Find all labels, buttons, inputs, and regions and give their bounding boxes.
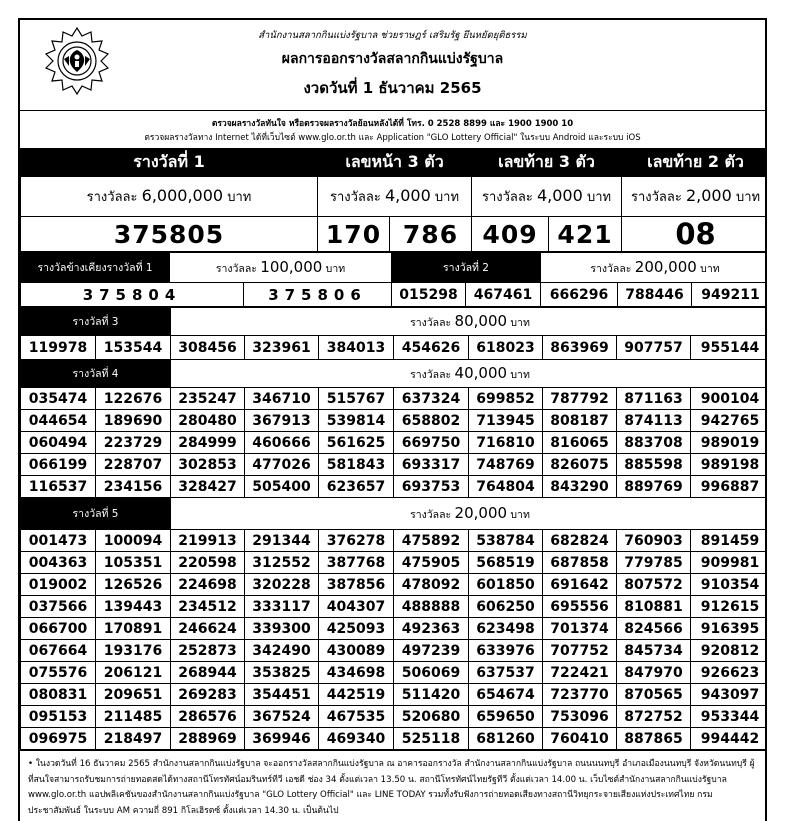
table-row (21, 596, 768, 618)
fifth-prize-number: 037566 (21, 596, 96, 618)
fifth-prize-number: 211485 (96, 706, 171, 728)
first-prize-number: 375805 (21, 217, 318, 252)
fifth-prize-number: 105351 (96, 552, 171, 574)
table-row (21, 410, 768, 432)
fourth-prize-number: 883708 (617, 432, 691, 454)
fifth-prize-number: 434698 (319, 662, 394, 684)
fifth-prize-number: 847970 (617, 662, 691, 684)
fifth-prize-number: 910354 (691, 574, 768, 596)
fourth-prize-number: 787792 (543, 388, 617, 410)
fifth-prize-number: 367524 (245, 706, 319, 728)
adjacent-amount: รางวัลละ 100,000 บาท (170, 253, 392, 283)
third-prize-number: 454626 (394, 336, 469, 360)
fourth-prize-number: 716810 (469, 432, 543, 454)
fifth-prize-number: 075576 (21, 662, 96, 684)
adjacent-number: 375804 (21, 283, 244, 307)
fifth-prize-number: 695556 (543, 596, 617, 618)
fifth-prize-number: 312552 (245, 552, 319, 574)
fifth-prize-number: 953344 (691, 706, 768, 728)
fourth-prize-number: 561625 (319, 432, 394, 454)
fourth-prize-amount: รางวัลละ 40,000 บาท (171, 360, 768, 388)
fifth-prize-number: 206121 (96, 662, 171, 684)
adjacent-number: 375806 (244, 283, 392, 307)
fourth-prize-number: 942765 (691, 410, 768, 432)
third-prize-number: 863969 (543, 336, 617, 360)
fifth-prize-number: 912615 (691, 596, 768, 618)
fifth-prize-number: 425093 (319, 618, 394, 640)
back3-label: เลขท้าย 3 ตัว (472, 149, 622, 177)
fifth-prize-number: 633976 (469, 640, 543, 662)
fourth-prize-number: 223729 (96, 432, 171, 454)
fourth-prize-number: 658802 (394, 410, 469, 432)
fourth-prize-number: 505400 (245, 476, 319, 498)
fourth-prize-number: 713945 (469, 410, 543, 432)
fifth-prize-number: 469340 (319, 728, 394, 750)
fifth-prize-amount: รางวัลละ 20,000 บาท (171, 498, 768, 530)
fifth-prize-number: 001473 (21, 530, 96, 552)
table-row (21, 640, 768, 662)
fifth-prize-number: 824566 (617, 618, 691, 640)
adjacent-label: รางวัลข้างเคียงรางวัลที่ 1 (21, 253, 170, 283)
fifth-prize-number: 252873 (171, 640, 245, 662)
fifth-prize-number: 538784 (469, 530, 543, 552)
fifth-prize-number: 492363 (394, 618, 469, 640)
page-title: ผลการออกรางวัลสลากกินแบ่งรัฐบาล (281, 51, 504, 67)
fourth-prize-number: 637324 (394, 388, 469, 410)
fifth-prize-number: 430089 (319, 640, 394, 662)
fifth-prize-number: 687858 (543, 552, 617, 574)
fifth-prize-number: 691642 (543, 574, 617, 596)
fifth-prize-number: 333117 (245, 596, 319, 618)
fifth-prize-number: 193176 (96, 640, 171, 662)
fifth-prize-number: 467535 (319, 706, 394, 728)
third-prize-number: 323961 (245, 336, 319, 360)
fourth-prize-number: 699852 (469, 388, 543, 410)
fifth-prize-number: 170891 (96, 618, 171, 640)
fourth-prize-number: 871163 (617, 388, 691, 410)
table-row (21, 662, 768, 684)
fifth-prize-number: 475905 (394, 552, 469, 574)
fifth-prize-number: 623498 (469, 618, 543, 640)
third-prize-number: 618023 (469, 336, 543, 360)
fifth-prize-number: 288969 (171, 728, 245, 750)
fifth-prize-number: 497239 (394, 640, 469, 662)
third-prize-number: 308456 (171, 336, 245, 360)
fourth-prize-number: 900104 (691, 388, 768, 410)
fifth-prize-number: 478092 (394, 574, 469, 596)
fifth-prize-number: 887865 (617, 728, 691, 750)
fourth-prize-number: 843290 (543, 476, 617, 498)
table-row (21, 574, 768, 596)
table-row (21, 552, 768, 574)
fifth-prize-number: 606250 (469, 596, 543, 618)
table-row (21, 706, 768, 728)
fifth-prize-number: 870565 (617, 684, 691, 706)
fifth-prize-number: 926623 (691, 662, 768, 684)
fourth-prize-number: 116537 (21, 476, 96, 498)
fifth-prize-number: 224698 (171, 574, 245, 596)
back2-number: 08 (622, 217, 767, 252)
fifth-prize-number: 891459 (691, 530, 768, 552)
fifth-prize-number: 139443 (96, 596, 171, 618)
fifth-prize-number: 520680 (394, 706, 469, 728)
fifth-prize-number: 246624 (171, 618, 245, 640)
top-prizes-table (20, 148, 767, 252)
back3-amount: รางวัลละ 4,000 บาท (472, 177, 622, 217)
check-info-phone: ตรวจผลรางวัลทันใจ หรือตรวจผลรางวัลย้อนหลังได้ที่ โทร. 0 2528 8899 และ 1900 1900 10 (211, 119, 574, 129)
third-prize-header-row (21, 308, 768, 336)
fourth-prize-number: 367913 (245, 410, 319, 432)
fifth-prize-label: รางวัลที่ 5 (21, 498, 171, 530)
fifth-prize-number: 601850 (469, 574, 543, 596)
second-prize-number: 015298 (392, 283, 466, 307)
fourth-prize-number: 228707 (96, 454, 171, 476)
footer-note: • ในงวดวันที่ 16 ธันวาคม 2565 สำนักงานสลากกินแบ่งรัฐบาล จะออกรางวัลสลากกินแบ่งรัฐบาล ณ อาคารออกรางวัล สำนักงานสลากกินแบ่งรัฐบาล ถนนนนทบุรี อำเภอเมืองนนทบุรี จังหวัดนนทบุรี ผู้ที่สนใจสามารถรับชมการถ่ายทอดสดได้ทางสถานีโทรทัศน์อมรินทร์ทีวี เอชดี ช่อง 34 ตั้งแต่เวลา 13.50 น. สถานีโทรทัศน์ไทยรัฐทีวี ตั้งแต่เวลา 14.00 น. เว็บไซต์สำนักงานสลากกินแบ่งรัฐบาล www.glo.or.th แอปพลิเคชันของสำนักงานสลากกินแบ่งรัฐบาล "GLO Lottery Official" และ LINE TODAY รวมทั้งรับฟังการถ่ายทอดเสียงทางสถานีวิทยุกระจายเสียงแห่งประเทศไทย กรมประชาสัมพันธ์ ในระบบ AM ความถี่ 891 กิโลเฮิรตซ์ ตั้งแต่เวลา 14.30 น. เป็นต้นไป (20, 750, 765, 819)
second-prize-amount: รางวัลละ 200,000 บาท (541, 253, 768, 283)
fifth-prize-number: 209651 (96, 684, 171, 706)
fifth-prize-number: 342490 (245, 640, 319, 662)
fifth-prize-number: 707752 (543, 640, 617, 662)
fifth-prize-number: 100094 (96, 530, 171, 552)
fifth-prize-number: 506069 (394, 662, 469, 684)
fifth-prize-number: 219913 (171, 530, 245, 552)
fifth-prize-number: 066700 (21, 618, 96, 640)
fifth-prize-number: 916395 (691, 618, 768, 640)
fifth-prize-number: 845734 (617, 640, 691, 662)
table-row (21, 388, 768, 410)
draw-date: งวดวันที่ 1 ธันวาคม 2565 (303, 79, 482, 97)
fifth-prize-number: 872752 (617, 706, 691, 728)
fourth-prize-number: 066199 (21, 454, 96, 476)
fifth-prize-number: 909981 (691, 552, 768, 574)
fifth-prize-number: 637537 (469, 662, 543, 684)
fourth-prize-number: 539814 (319, 410, 394, 432)
third-prize-number: 153544 (96, 336, 171, 360)
fifth-prize-number: 723770 (543, 684, 617, 706)
fourth-prize-number: 346710 (245, 388, 319, 410)
fourth-prize-number: 328427 (171, 476, 245, 498)
fifth-prize-number: 220598 (171, 552, 245, 574)
fourth-prize-number: 764804 (469, 476, 543, 498)
fifth-prize-number: 080831 (21, 684, 96, 706)
fifth-prize-number: 269283 (171, 684, 245, 706)
fifth-prize-number: 442519 (319, 684, 394, 706)
fifth-prize-number: 339300 (245, 618, 319, 640)
fourth-prize-number: 581843 (319, 454, 394, 476)
table-row (21, 432, 768, 454)
front3-number: 786 (390, 217, 472, 252)
org-tagline: สำนักงานสลากกินแบ่งรัฐบาล ช่วยราษฎร์ เสริมรัฐ ยึนหยัดยุติธรรม (258, 30, 527, 41)
fifth-prize-number: 568519 (469, 552, 543, 574)
fifth-prize-number: 404307 (319, 596, 394, 618)
fifth-prize-number: 654674 (469, 684, 543, 706)
fourth-prize-number: 816065 (543, 432, 617, 454)
fifth-prize-number: 722421 (543, 662, 617, 684)
fifth-prize-number: 387856 (319, 574, 394, 596)
first-prize-label: รางวัลที่ 1 (21, 149, 318, 177)
fifth-prize-number: 475892 (394, 530, 469, 552)
adjacent-second-table (20, 252, 767, 307)
table-row (21, 336, 768, 360)
fourth-prize-number: 044654 (21, 410, 96, 432)
fifth-prize-number: 659650 (469, 706, 543, 728)
fifth-prize-number: 760410 (543, 728, 617, 750)
first-prize-amount: รางวัลละ 6,000,000 บาท (21, 177, 318, 217)
fourth-prize-number: 515767 (319, 388, 394, 410)
fourth-prize-number: 235247 (171, 388, 245, 410)
fourth-prize-number: 122676 (96, 388, 171, 410)
fourth-prize-number: 748769 (469, 454, 543, 476)
fourth-prize-number: 623657 (319, 476, 394, 498)
second-prize-number: 949211 (692, 283, 768, 307)
fifth-prize-number: 511420 (394, 684, 469, 706)
fourth-prize-number: 889769 (617, 476, 691, 498)
fourth-prize-number: 234156 (96, 476, 171, 498)
fifth-prize-number: 369946 (245, 728, 319, 750)
third-prize-number: 384013 (319, 336, 394, 360)
fourth-prize-number: 989198 (691, 454, 768, 476)
check-info-web: ตรวจผลรางวัลทาง Internet ได้ที่เว็บไซต์ www.glo.or.th และ Application "GLO Lottery Official" ในระบบ Android และระบบ iOS (144, 133, 641, 143)
back2-label: เลขท้าย 2 ตัว (622, 149, 767, 177)
fifth-prize-number: 779785 (617, 552, 691, 574)
fourth-prize-label: รางวัลที่ 4 (21, 360, 171, 388)
fourth-prize-number: 874113 (617, 410, 691, 432)
fifth-prize-number: 943097 (691, 684, 768, 706)
fifth-prize-number: 376278 (319, 530, 394, 552)
back2-amount: รางวัลละ 2,000 บาท (622, 177, 767, 217)
third-prize-number: 119978 (21, 336, 96, 360)
table-row (21, 684, 768, 706)
fifth-prize-number: 681260 (469, 728, 543, 750)
fifth-prize-number: 291344 (245, 530, 319, 552)
third-prize-number: 955144 (691, 336, 768, 360)
back3-number: 421 (549, 217, 622, 252)
fifth-prize-number: 095153 (21, 706, 96, 728)
fourth-prize-number: 885598 (617, 454, 691, 476)
second-prize-number: 467461 (466, 283, 541, 307)
table-row (21, 454, 768, 476)
fifth-prize-header-row (21, 498, 768, 530)
fourth-prize-number: 693317 (394, 454, 469, 476)
front3-amount: รางวัลละ 4,000 บาท (318, 177, 472, 217)
table-row (21, 476, 768, 498)
fifth-prize-number: 234512 (171, 596, 245, 618)
fifth-prize-number: 387768 (319, 552, 394, 574)
fifth-prize-number: 682824 (543, 530, 617, 552)
sheet-header (20, 20, 765, 110)
fourth-prize-number: 808187 (543, 410, 617, 432)
fifth-prize-number: 354451 (245, 684, 319, 706)
second-prize-number: 788446 (618, 283, 692, 307)
fourth-prize-number: 460666 (245, 432, 319, 454)
fifth-prize-number: 004363 (21, 552, 96, 574)
fifth-prize-number: 701374 (543, 618, 617, 640)
fourth-prize-number: 189690 (96, 410, 171, 432)
table-row (21, 728, 768, 750)
fifth-prize-number: 525118 (394, 728, 469, 750)
fifth-prize-number: 268944 (171, 662, 245, 684)
table-row (21, 618, 768, 640)
fifth-prize-number: 488888 (394, 596, 469, 618)
fifth-prize-number: 753096 (543, 706, 617, 728)
third-prize-amount: รางวัลละ 80,000 บาท (171, 308, 768, 336)
fifth-prize-number: 994442 (691, 728, 768, 750)
fifth-prize-number: 019002 (21, 574, 96, 596)
second-prize-label: รางวัลที่ 2 (392, 253, 541, 283)
fourth-prize-number: 284999 (171, 432, 245, 454)
second-prize-number: 666296 (541, 283, 618, 307)
fourth-prize-number: 996887 (691, 476, 768, 498)
fifth-prize-number: 807572 (617, 574, 691, 596)
fourth-prize-number: 280480 (171, 410, 245, 432)
fourth-prize-header-row (21, 360, 768, 388)
fourth-prize-number: 477026 (245, 454, 319, 476)
fourth-prize-number: 669750 (394, 432, 469, 454)
check-info (20, 110, 765, 148)
fifth-prize-number: 920812 (691, 640, 768, 662)
fifth-prize-number: 810881 (617, 596, 691, 618)
fourth-prize-number: 693753 (394, 476, 469, 498)
front3-number: 170 (318, 217, 390, 252)
table-row (21, 530, 768, 552)
fourth-prize-number: 826075 (543, 454, 617, 476)
fourth-prize-number: 302853 (171, 454, 245, 476)
lottery-result-sheet (18, 18, 767, 821)
fifth-prize-number: 067664 (21, 640, 96, 662)
front3-label: เลขหน้า 3 ตัว (318, 149, 472, 177)
fifth-prize-number: 286576 (171, 706, 245, 728)
fifth-prize-number: 353825 (245, 662, 319, 684)
fifth-prize-number: 126526 (96, 574, 171, 596)
fourth-prize-number: 035474 (21, 388, 96, 410)
third-prize-number: 907757 (617, 336, 691, 360)
fifth-prize-number: 320228 (245, 574, 319, 596)
lower-prizes-table (20, 307, 767, 750)
third-prize-label: รางวัลที่ 3 (21, 308, 171, 336)
fourth-prize-number: 989019 (691, 432, 768, 454)
fifth-prize-number: 218497 (96, 728, 171, 750)
fifth-prize-number: 096975 (21, 728, 96, 750)
back3-number: 409 (472, 217, 549, 252)
fourth-prize-number: 060494 (21, 432, 96, 454)
fifth-prize-number: 760903 (617, 530, 691, 552)
